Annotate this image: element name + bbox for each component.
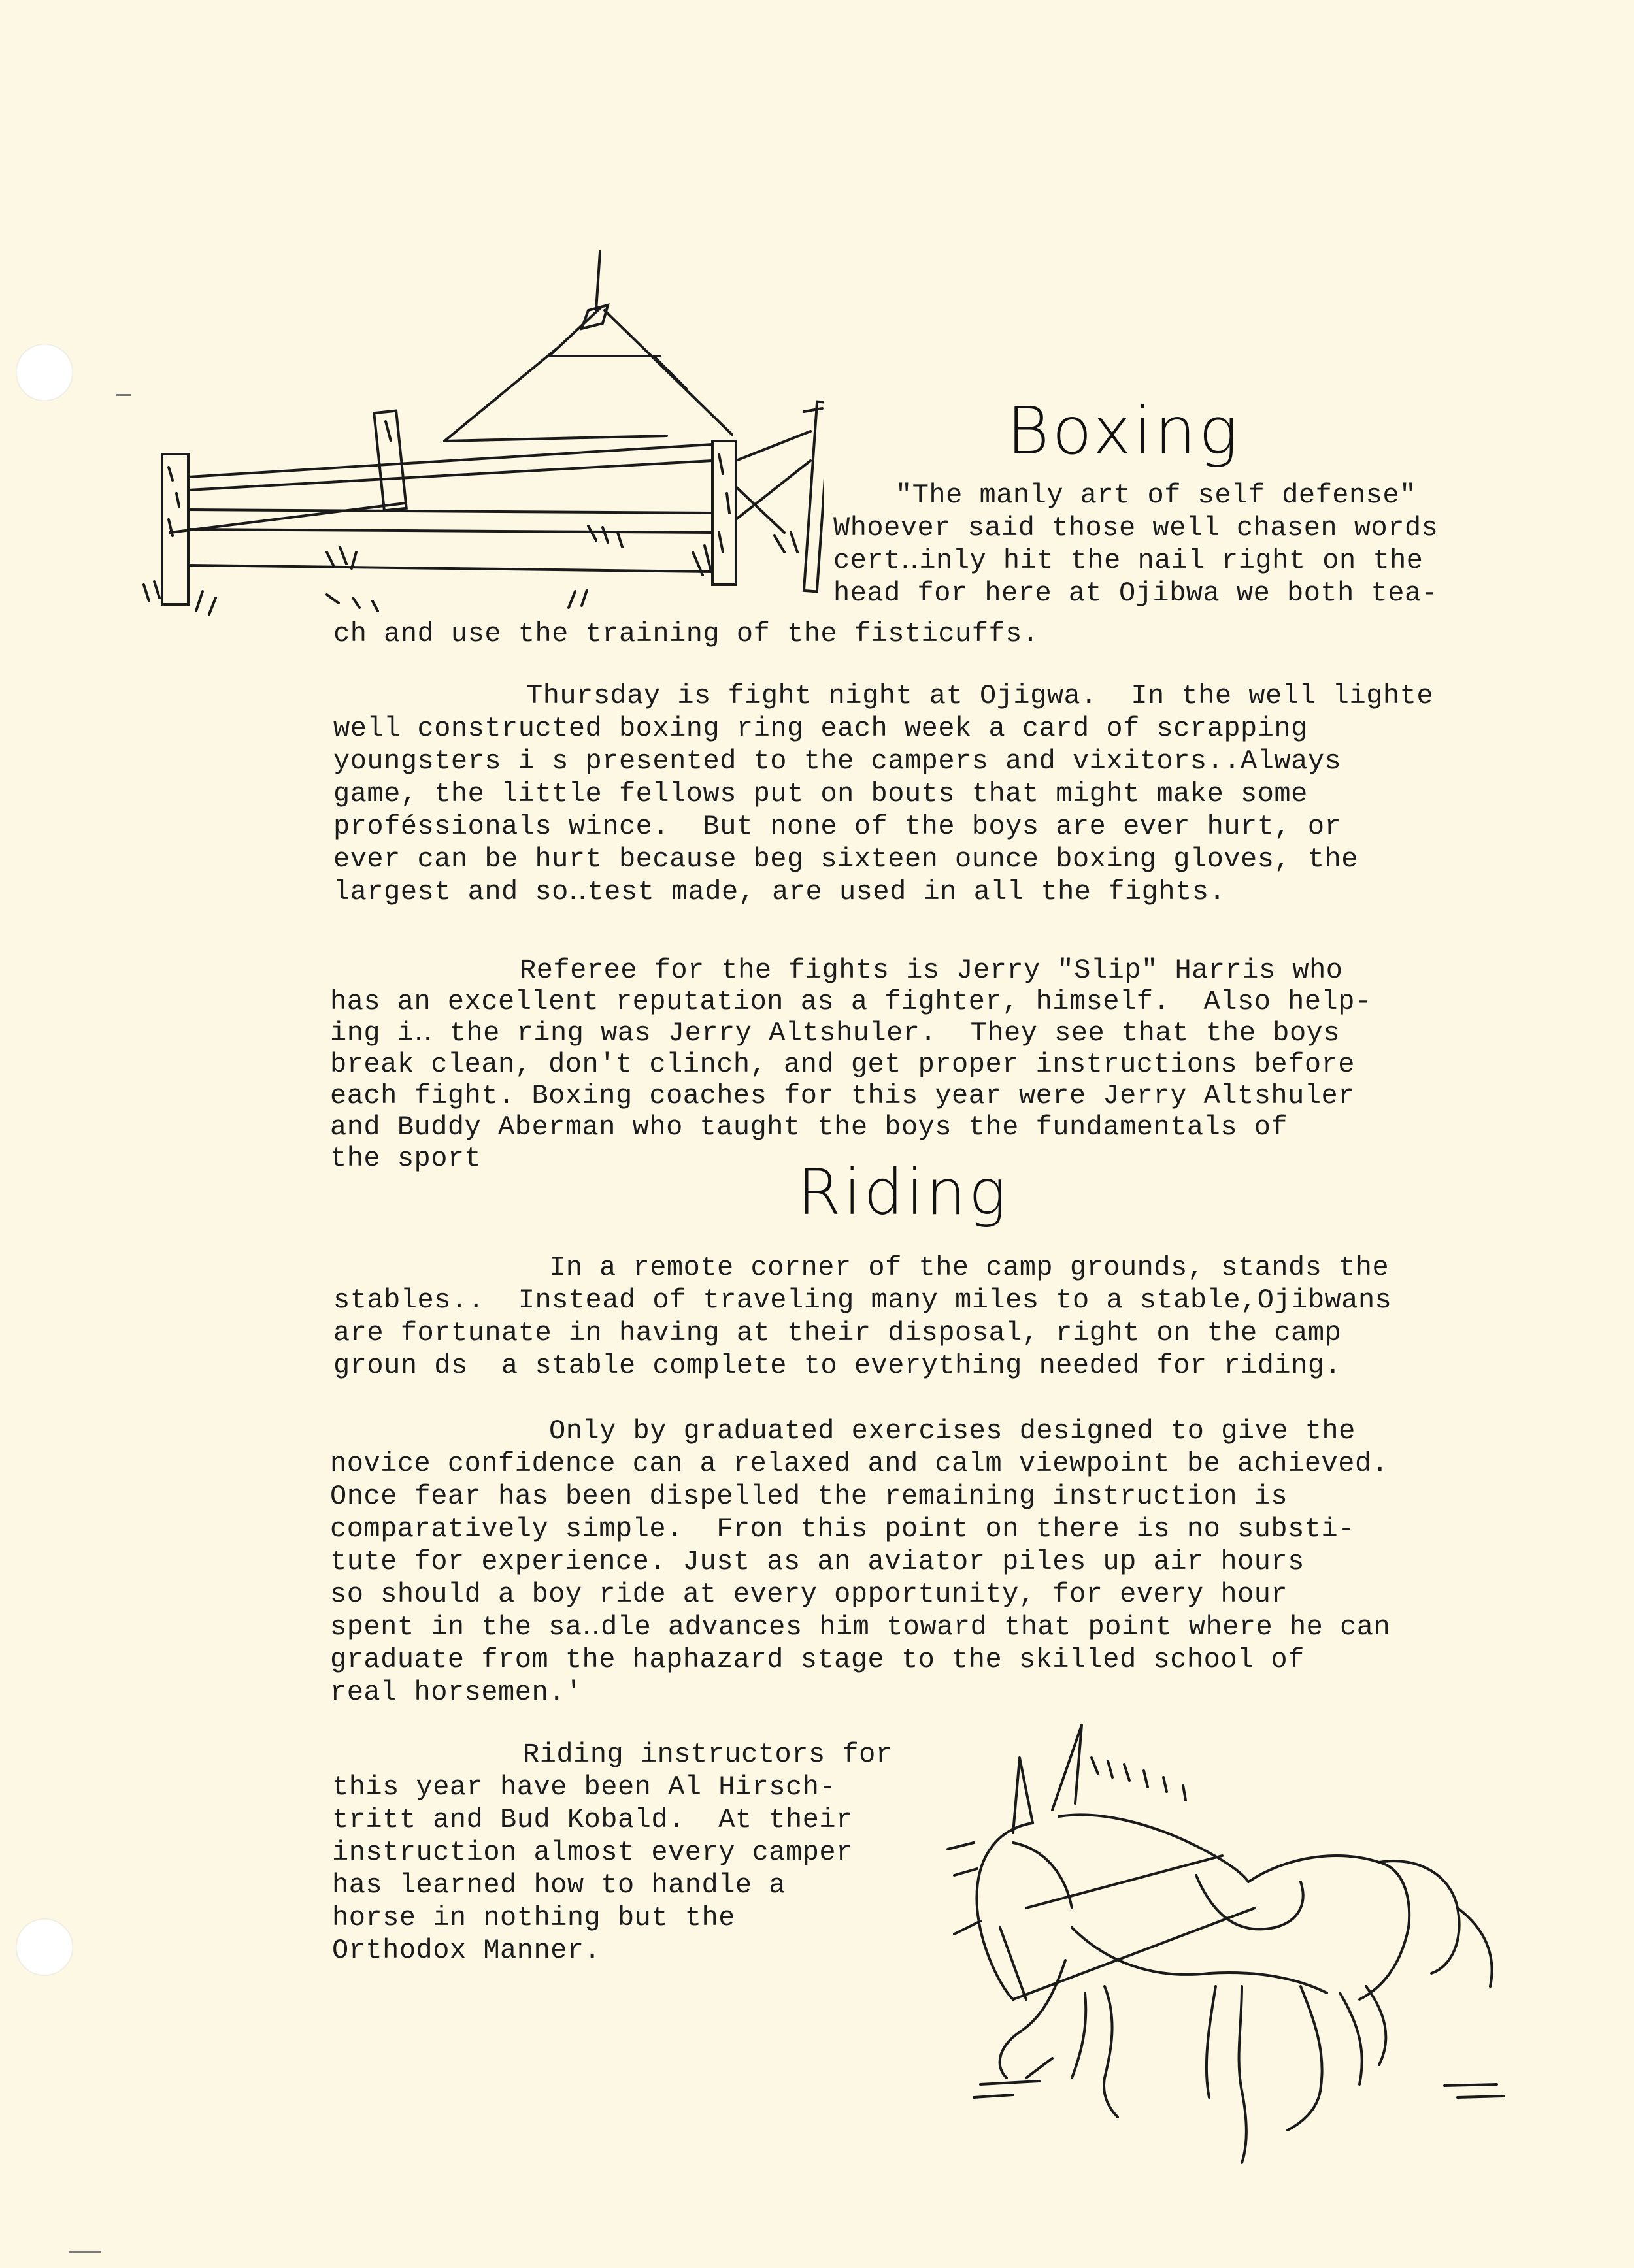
riding-heading: Riding	[797, 1156, 1009, 1229]
boxing-paragraph-line: well constructed boxing ring each week a card of scrapping	[333, 713, 1308, 744]
riding-paragraph-line: this year have been Al Hirsch-	[332, 1771, 837, 1803]
punch-hole-bottom	[16, 1918, 73, 1976]
horse-drawing	[935, 1712, 1556, 2169]
boxing-paragraph-line: each fight. Boxing coaches for this year were Jerry Altshuler	[330, 1080, 1355, 1111]
riding-paragraph-line: has learned how to handle a	[332, 1869, 786, 1901]
boxing-paragraph-line: and Buddy Aberman who taught the boys the fundamentals of	[330, 1111, 1288, 1143]
boxing-paragraph-line: ing i‥ the ring was Jerry Altshuler. They see that the boys	[330, 1017, 1341, 1049]
boxing-paragraph-line: Referee for the fights is Jerry "Slip" Harris who	[520, 955, 1343, 986]
boxing-paragraph-line: the sport	[330, 1143, 482, 1174]
riding-paragraph-line: tritt and Bud Kobald. At their	[332, 1804, 853, 1835]
riding-paragraph-line: real horsemen.'	[330, 1677, 582, 1708]
boxing-paragraph-line: ever can be hurt because beg sixteen ounce boxing gloves, the	[333, 844, 1358, 875]
riding-paragraph-line: stables.. Instead of traveling many miles to a stable,Ojibwans	[333, 1285, 1392, 1316]
boxing-intro-line: head for here at Ojibwa we both tea-	[833, 578, 1439, 609]
boxing-intro-line: ch and use the training of the fisticuffs.	[333, 618, 1039, 649]
boxing-paragraph-line: youngsters i s presented to the campers and vixitors..Always	[333, 746, 1342, 777]
boxing-intro-line: "The manly art of self defense"	[895, 480, 1416, 511]
riding-paragraph-line: Riding instructors for	[523, 1739, 893, 1770]
riding-paragraph-line: horse in nothing but the	[332, 1902, 735, 1933]
riding-paragraph-line: Orthodox Manner.	[332, 1935, 601, 1966]
boxing-paragraph-line: proféssionals wince. But none of the boys are ever hurt, or	[333, 811, 1342, 842]
boxing-intro-line: Whoever said those well chasen words	[833, 512, 1439, 544]
riding-paragraph-line: Once fear has been dispelled the remaining instruction is	[330, 1481, 1288, 1512]
paper-mark	[69, 2251, 101, 2253]
riding-paragraph-line: groun ds a stable complete to everything needed for riding.	[333, 1350, 1342, 1381]
riding-paragraph-line: are fortunate in having at their disposal, right on the camp	[333, 1317, 1342, 1349]
boxing-paragraph-line: has an excellent reputation as a fighter, himself. Also help-	[330, 986, 1372, 1017]
boxing-paragraph-line: break clean, don't clinch, and get proper instructions before	[330, 1049, 1355, 1080]
boxing-paragraph-line: game, the little fellows put on bouts that might make some	[333, 778, 1308, 810]
riding-paragraph-line: so should a boy ride at every opportunity, for every hour	[330, 1579, 1288, 1610]
boxing-paragraph-line: largest and so‥test made, are used in all the fights.	[333, 876, 1226, 908]
boxing-ring-drawing	[131, 245, 824, 631]
boxing-heading: Boxing	[1007, 393, 1241, 469]
boxing-paragraph-line: Thursday is fight night at Ojigwa. In the well lighte	[526, 680, 1434, 712]
riding-paragraph-line: spent in the sa‥dle advances him toward that point where he can	[330, 1611, 1391, 1643]
riding-paragraph-line: graduate from the haphazard stage to the skilled school of	[330, 1644, 1305, 1675]
riding-paragraph-line: instruction almost every camper	[332, 1837, 853, 1868]
riding-paragraph-line: In a remote corner of the camp grounds, stands the	[549, 1252, 1390, 1283]
riding-paragraph-line: tute for experience. Just as an aviator piles up air hours	[330, 1546, 1305, 1577]
riding-paragraph-line: novice confidence can a relaxed and calm viewpoint be achieved.	[330, 1448, 1389, 1479]
boxing-intro-line: cert‥inly hit the nail right on the	[833, 545, 1424, 576]
paper-mark	[116, 394, 131, 396]
riding-paragraph-line: Only by graduated exercises designed to give the	[549, 1415, 1356, 1447]
riding-paragraph-line: comparatively simple. Fron this point on there is no substi-	[330, 1513, 1355, 1545]
punch-hole-top	[16, 344, 73, 401]
